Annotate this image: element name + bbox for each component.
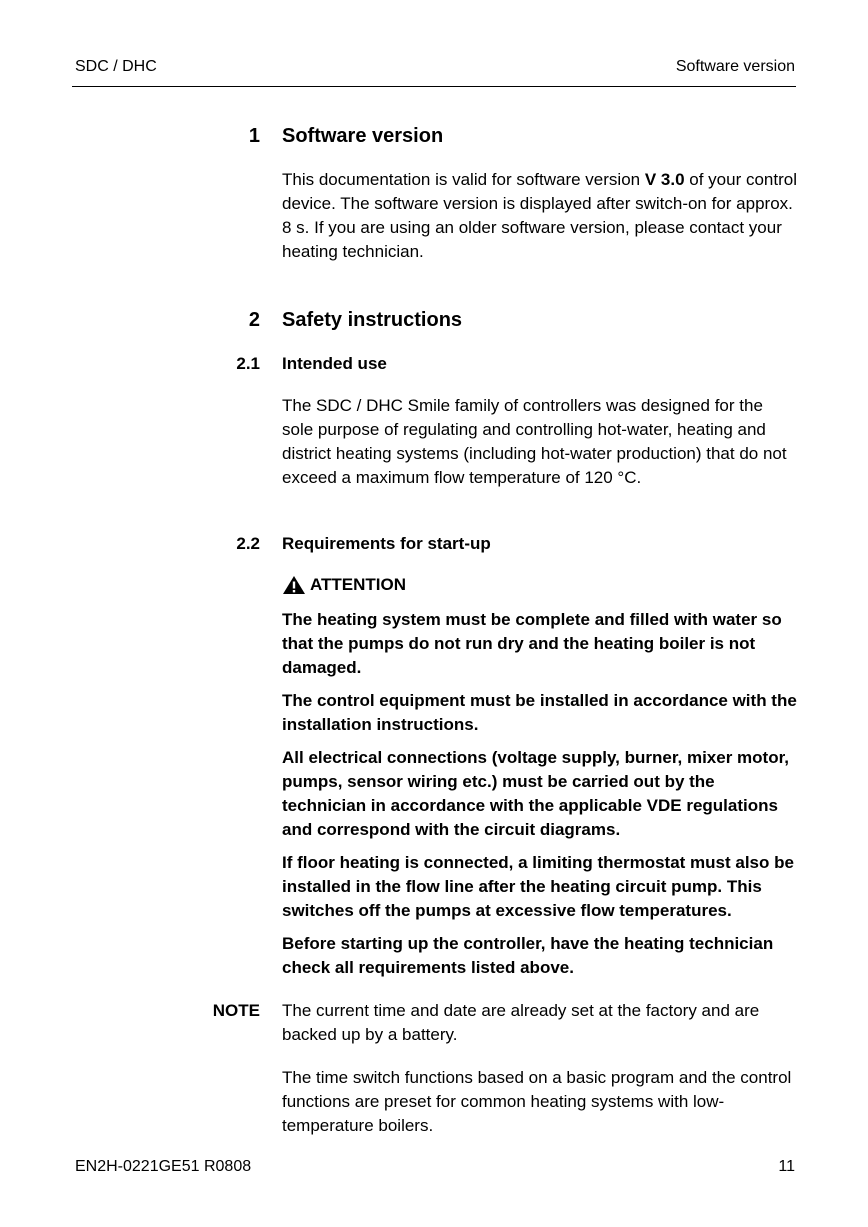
footer-doc-code: EN2H-0221GE51 R0808 [75, 1158, 252, 1175]
note-label: NOTE [212, 1001, 260, 1020]
warning-5: Before starting up the controller, have the heating technician check all requirements listed above. [282, 934, 774, 977]
header-left: SDC / DHC [75, 58, 157, 75]
header-divider [72, 86, 796, 87]
section-1-title: Software version [282, 125, 444, 147]
warning-2: The control equipment must be installed in accordance with the installation instructions. [282, 691, 797, 734]
header-right: Software version [675, 58, 795, 75]
warning-4: If floor heating is connected, a limiting thermostat must also be installed in the flow line after the heating circuit pump. This switches off the pumps at excessive flow temperatures. [282, 853, 794, 920]
warning-3: All electrical connections (voltage supply, burner, mixer motor, pumps, sensor wiring etc.) must be carried out by the technician in accordance with the applicable VDE regulations and correspond with the circuit diagrams. [282, 748, 789, 839]
section-2-1-title: Intended use [282, 354, 387, 373]
section-1-text-after: of your control device. The software version is displayed after switch-on for approx. 8 s. If you are using an older software version, please contact your heating technician. [282, 170, 797, 261]
section-2-2-title: Requirements for start-up [282, 534, 491, 553]
note-text-1: The current time and date are already set at the factory and are backed up by a battery. [282, 1001, 760, 1044]
page-number: 11 [778, 1158, 795, 1175]
section-1-text-before: This documentation is valid for software version [282, 170, 645, 189]
warning-triangle-icon [282, 575, 306, 595]
attention-label: ATTENTION [310, 575, 407, 594]
warning-1: The heating system must be complete and filled with water so that the pumps do not run dry and the heating boiler is not damaged. [282, 610, 782, 677]
attention-heading [282, 575, 406, 595]
section-2-title: Safety instructions [282, 309, 463, 331]
section-2-1-body: The SDC / DHC Smile family of controllers was designed for the sole purpose of regulating and controlling hot-water, heating and district heating systems (including hot-water production) that do not exceed a maximum flow temperature of 120 °C. [282, 396, 787, 487]
section-2-1-number: 2.1 [236, 354, 260, 373]
section-1-number: 1 [248, 125, 260, 147]
section-2-2-number: 2.2 [236, 534, 260, 553]
software-version-value: V 3.0 [644, 170, 685, 189]
section-1-body [282, 168, 798, 264]
section-2-number: 2 [248, 309, 260, 331]
note-text-2: The time switch functions based on a basic program and the control functions are preset for common heating systems with low-temperature boilers. [282, 1068, 792, 1135]
